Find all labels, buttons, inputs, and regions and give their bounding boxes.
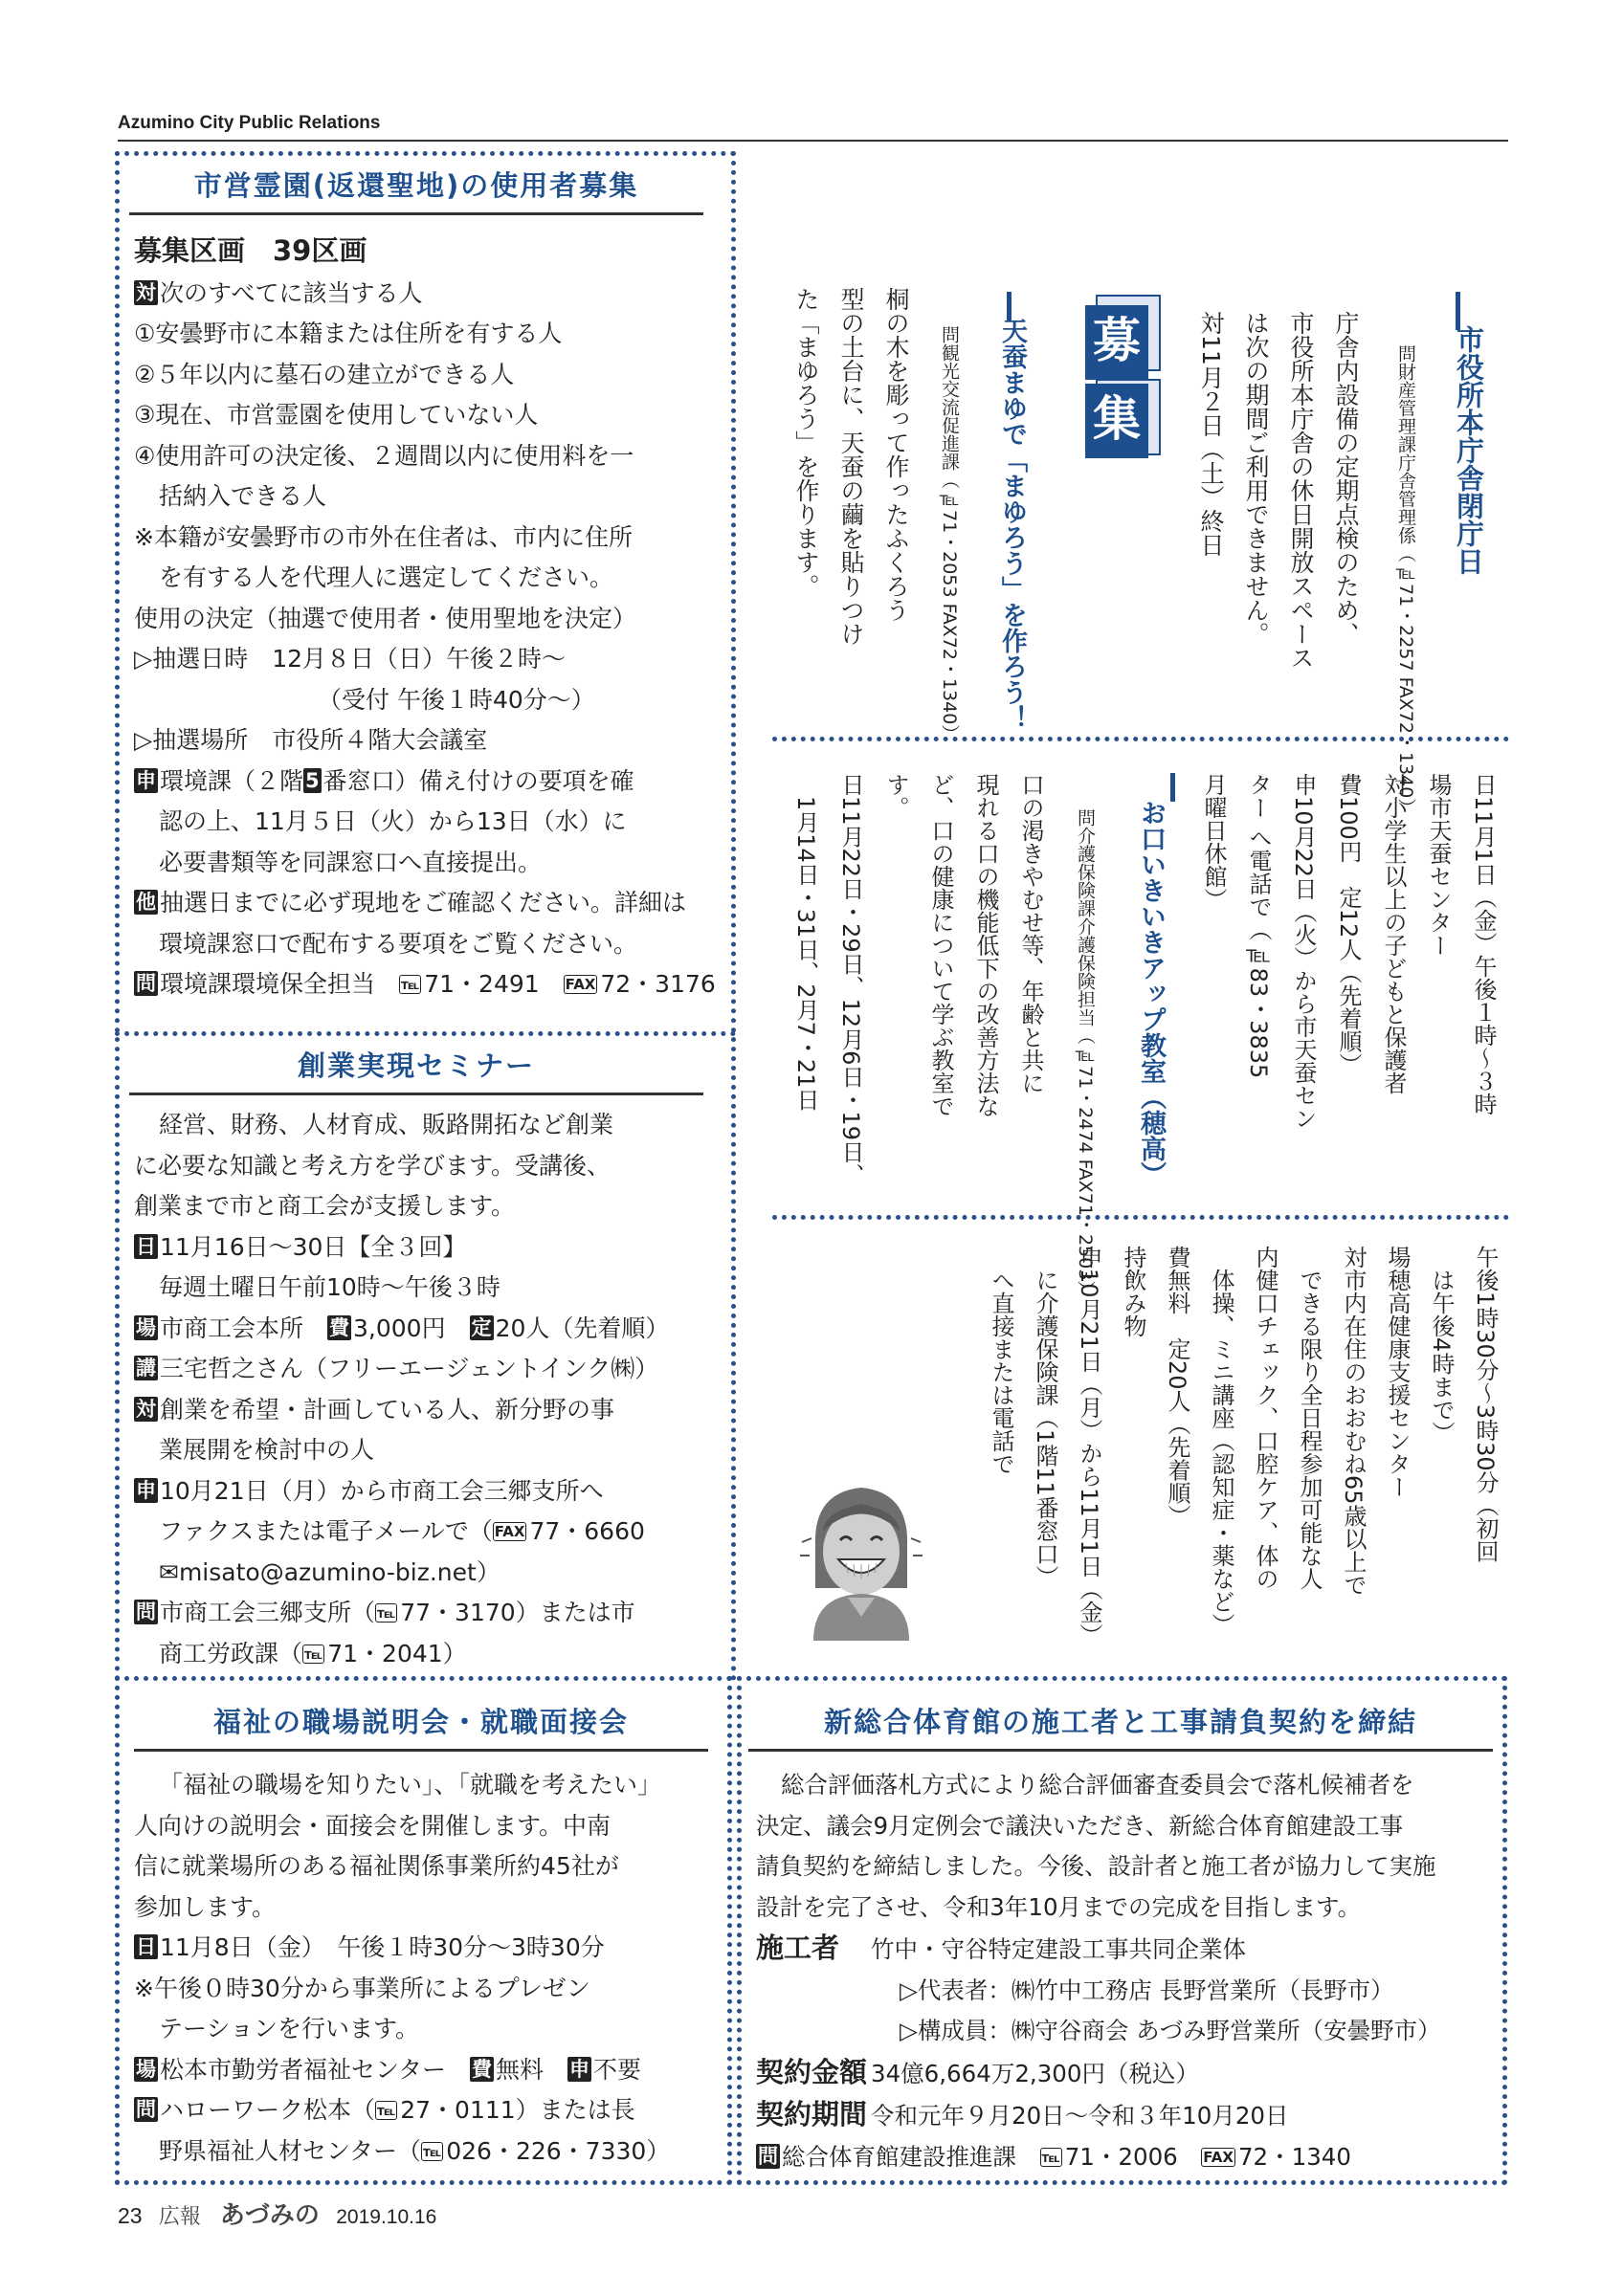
okuchi-line: 日11月22日・29日、12月6日・19日、 xyxy=(837,773,864,1186)
page-number: 23 xyxy=(118,2203,143,2228)
phone-icon: ℡ xyxy=(1041,2148,1060,2166)
sogyo-line: 77・6660 xyxy=(529,1517,645,1545)
sogyo-line: 商工労政課（ xyxy=(159,1639,303,1667)
reien-line: 認の上、11月５日（火）から13日（水）に xyxy=(159,807,627,835)
phone-icon: ℡ xyxy=(377,2102,396,2119)
sogyo-line: 11月16日～30日【全３回】 xyxy=(160,1232,467,1261)
mail-icon: ✉ xyxy=(159,1557,179,1586)
sogyo-line: 市商工会三郷支所（ xyxy=(160,1599,376,1626)
tensan-event-body xyxy=(1191,773,1505,1130)
hi-mark: 日 xyxy=(136,1234,156,1258)
sogyo-line: 経営、財務、人材育成、販路開拓など創業 xyxy=(159,1111,614,1138)
tensan-line: 月曜日休館） xyxy=(1200,773,1227,911)
mon-mark: 問 xyxy=(758,2144,778,2168)
kaikan-fax: 72・1340 xyxy=(1237,2142,1351,2171)
reien-line: 72・3176 xyxy=(600,970,716,998)
okuchi2-line: 午後1時30分～3時30分（初回 xyxy=(1472,1246,1499,1563)
reien-line: 番窓口）備え付けの要項を確 xyxy=(322,766,634,795)
publication-header: Azumino City Public Relations xyxy=(118,113,381,133)
mayuro-title: 天蚕まゆで「まゆろう」を作ろう！ xyxy=(997,318,1027,731)
phone-icon: ℡ xyxy=(423,2142,442,2160)
publication-name-prefix: 広報 xyxy=(158,2205,201,2229)
kaikan-contact: 総合体育館建設推進課 xyxy=(782,2142,1040,2171)
divider xyxy=(772,1215,1509,1220)
hi-cost-mark: 費 xyxy=(472,2057,493,2081)
heading-bar xyxy=(1170,773,1175,802)
kaikan-row-value: 34億6,664万2,300円（税込） xyxy=(871,2059,1199,2087)
sogyo-line: 業展開を検討中の人 xyxy=(159,1436,375,1464)
okuchi-line: 1月14日・31日、2月7・21日 xyxy=(792,773,819,1112)
reien-title: 市営霊園(返還聖地)の使用者募集 xyxy=(129,165,703,215)
kaikan-line: 請負契約を締結しました。今後、設計者と施工者が協力して実施 xyxy=(756,1852,1436,1880)
bosyu-top-char: 募 xyxy=(1093,313,1141,368)
okuchi-line: す。 xyxy=(882,773,909,819)
kaikan-row-label: 契約期間 xyxy=(756,2098,868,2130)
tensan-line: 場市天蚕センター xyxy=(1425,773,1452,957)
sogyo-email[interactable]: misato@azumino-biz.net） xyxy=(178,1557,500,1586)
mon-mark: 問 xyxy=(136,1601,156,1623)
kaikan-line: 設計を完了させ、令和3年10月までの完成を目指します。 xyxy=(756,1892,1362,1921)
shiyakusho-title: 市役所本庁舎閉庁日 xyxy=(1453,325,1485,575)
phone-icon: ℡ xyxy=(377,1604,396,1622)
sogyo-line: 77・3170）または市 xyxy=(400,1599,635,1626)
heading-bar xyxy=(1456,292,1460,330)
moushi-mark: 申 xyxy=(136,1478,156,1502)
okuchi2-line: 体操、ミニ講座（認知症・薬など） xyxy=(1208,1246,1234,1636)
shiyakusho-line: は次の期間ご利用できません。 xyxy=(1242,311,1270,646)
page-footer xyxy=(118,2196,436,2231)
reien-line: ▷抽選日時 12月８日（日）午後２時～ xyxy=(134,645,567,673)
hi-cost-mark: 費 xyxy=(329,1315,350,1339)
fukushi-line: 不要 xyxy=(593,2055,642,2084)
fukushi-line: 026・226・7330） xyxy=(446,2136,671,2165)
shiyakusho-line: 庁舎内設備の定期点検のため、 xyxy=(1332,311,1360,646)
reien-line: ②５年以内に墓石の建立ができる人 xyxy=(134,360,515,388)
mayuro-line: た「まゆろう」を作ります。 xyxy=(792,287,820,598)
moushi-mark: 申 xyxy=(136,768,156,792)
taisho-mark: 対 xyxy=(136,280,156,304)
reien-line: 環境課窓口で配布する要項をご覧ください。 xyxy=(159,929,638,958)
reien-line: 括納入できる人 xyxy=(159,482,327,510)
tensan-line: 申10月22日（火）から市天蚕セン xyxy=(1290,773,1317,1131)
window-number-badge: 5 xyxy=(305,768,320,792)
okuchi2-line: 場穂高健康支援センター xyxy=(1384,1246,1411,1498)
reien-line: 次のすべてに該当する人 xyxy=(160,278,423,307)
okuchi2-line: できる限り全日程参加可能な人 xyxy=(1296,1246,1323,1590)
shiyakusho-contact: 問財産管理課庁舎管理係（℡71・2257 FAX72・1340） xyxy=(1395,344,1416,817)
okuchi-line: 現れる口の機能低下の改善方法な xyxy=(972,773,999,1117)
okuchi2-line: 内健口チェック、口腔ケア、体の xyxy=(1252,1246,1278,1590)
fukushi-line: 人向けの説明会・面接会を開催します。中南 xyxy=(134,1811,611,1840)
heading-bar xyxy=(1007,292,1012,320)
sogyo-title: 創業実現セミナー xyxy=(129,1045,703,1095)
sogyo-line: 創業を希望・計画している人、新分野の事 xyxy=(160,1395,615,1424)
reien-line: ▷抽選場所 市役所４階大会議室 xyxy=(134,726,488,754)
publication-name: あづみの xyxy=(219,2201,320,2230)
okuchi2-line: は午後4時まで） xyxy=(1428,1246,1455,1445)
sogyo-line: に必要な知識と考え方を学びます。受講後、 xyxy=(134,1151,611,1180)
sogyo-line: 10月21日（月）から市商工会三郷支所へ xyxy=(160,1476,604,1505)
mon-mark: 問 xyxy=(136,2098,156,2121)
kaikan-line: 決定、議会9月定例会で議決いただき、新総合体育館建設工事 xyxy=(756,1811,1404,1840)
reien-line: 71・2491 xyxy=(424,970,564,998)
divider xyxy=(731,151,736,1682)
reien-line: 環境課環境保全担当 xyxy=(160,970,400,998)
tensan-line: 費100円 定12人（先着順） xyxy=(1335,773,1362,1076)
tensan-line: ター へ電話で（℡83・3835 xyxy=(1245,773,1272,1079)
reien-line: 必要書類等を同課窓口へ直接提出。 xyxy=(159,848,543,876)
okuchi2-line: 持飲み物 xyxy=(1120,1246,1146,1337)
tei-mark: 定 xyxy=(471,1315,492,1339)
phone-icon: ℡ xyxy=(304,1645,323,1663)
sogyo-line: ファクスまたは電子メールで（ xyxy=(159,1517,493,1545)
kaikan-title: 新総合体育館の施工者と工事請負契約を締結 xyxy=(748,1701,1493,1752)
divider xyxy=(115,151,736,156)
reien-line: ※本籍が安曇野市の市外在住者は、市内に住所 xyxy=(134,522,633,551)
reien-line: 環境課（２階 xyxy=(160,766,304,795)
okuchi-body xyxy=(775,773,1053,1186)
fax-icon: FAX xyxy=(1203,2148,1234,2166)
divider xyxy=(115,1031,736,1036)
kaikan-row-value: ▷構成員：㈱守谷商会 あづみ野営業所（安曇野市） xyxy=(900,2017,1441,2044)
fukushi-line: 27・0111）または長 xyxy=(400,2096,635,2124)
fukushi-line: 信に就業場所のある福祉関係事業所約45社が xyxy=(134,1852,619,1880)
sogyo-line: 3,000円 xyxy=(353,1314,470,1342)
kaikan-line: 総合評価落札方式により総合評価審査委員会で落札候補者を xyxy=(781,1771,1414,1799)
tensan-line: 日11月1日（金）午後１時～３時 xyxy=(1470,773,1497,1115)
sogyo-line: 三宅哲之さん（フリーエージェントインク㈱） xyxy=(160,1355,659,1382)
okuchi2-line: 費無料 定20人（先着順） xyxy=(1164,1246,1190,1528)
okuchi2-line: 申10月21日（月）から11月1日（金） xyxy=(1076,1246,1102,1646)
sogyo-line: 20人（先着順） xyxy=(495,1314,670,1342)
reien-line: 抽選日までに必ず現地をご確認ください。詳細は xyxy=(160,889,687,916)
kaikan-row-value: 令和元年９月20日～令和３年10月20日 xyxy=(871,2102,1289,2130)
kaikan-tel: 71・2006 xyxy=(1064,2142,1202,2171)
okuchi2-line: 対市内在住のおおむね65歳以上で xyxy=(1340,1246,1367,1597)
reien-line: ④使用許可の決定後、２週間以内に使用料を一 xyxy=(134,441,634,470)
reien-line: 使用の決定（抽選で使用者・使用聖地を決定） xyxy=(134,604,637,632)
fukushi-line: 無料 xyxy=(496,2055,568,2084)
ba-mark: 場 xyxy=(136,2057,156,2081)
sogyo-body xyxy=(134,1105,708,1674)
mayuro-line: 桐の木を彫って作ったふくろう xyxy=(882,287,910,622)
divider xyxy=(115,151,120,1682)
moushi-mark: 申 xyxy=(569,2057,590,2081)
okuchi2-line: に介護保険課（1階11番窓口） xyxy=(1032,1246,1058,1588)
okuchi-contact: 問介護保険課介護保険担当（℡71・2474 FAX71・2503） xyxy=(1075,808,1096,1299)
fukushi-line: ※午後０時30分から事業所によるプレゼン xyxy=(134,1974,590,2002)
fukushi-title: 福祉の職場説明会・就職面接会 xyxy=(134,1701,708,1752)
kaikan-row-label: 契約金額 xyxy=(756,2055,868,2088)
okuchi2-line: へ直接または電話で xyxy=(988,1246,1014,1475)
fukushi-line: 野県福祉人材センター（ xyxy=(159,2136,422,2165)
mayuro-contact: 問観光交流促進課（℡71・2053 FAX72・1340） xyxy=(939,325,960,743)
reien-line: ①安曇野市に本籍または住所を有する人 xyxy=(134,320,563,347)
smiling-person-illustration xyxy=(794,1473,928,1641)
ta-mark: 他 xyxy=(136,891,156,914)
fukushi-line: 「福祉の職場を知りたい」、「就職を考えたい」 xyxy=(159,1771,662,1799)
okuchi2-body xyxy=(947,1246,1507,1646)
ko-mark: 講 xyxy=(136,1357,156,1380)
fax-icon: FAX xyxy=(565,976,596,993)
shiyakusho-line: 市役所本庁舎の休日開放スペース xyxy=(1287,311,1315,670)
okuchi-title: お口いきいきアップ教室（穂高） xyxy=(1136,800,1166,1187)
phone-icon: ℡ xyxy=(401,976,420,993)
fukushi-line: ハローワーク松本（ xyxy=(160,2096,376,2124)
shiyakusho-line: 対11月２日（土）終日 xyxy=(1197,311,1225,557)
tensan-line: 対小学生以上の子どもと保護者 xyxy=(1380,773,1407,1094)
bosyu-bottom-char: 集 xyxy=(1093,391,1141,447)
okuchi-line: 口の渇きやむせ等、年齢と共に xyxy=(1017,773,1044,1094)
fukushi-line: 参加します。 xyxy=(134,1892,277,1921)
fukushi-line: 松本市勤労者福祉センター xyxy=(160,2055,471,2084)
kaikan-row-label: 施工者 xyxy=(756,1932,840,1964)
okuchi-line: ど、口の健康について学ぶ教室で xyxy=(927,773,954,1117)
mon-mark: 問 xyxy=(136,972,156,995)
hi-mark: 日 xyxy=(136,1935,156,1958)
kaikan-row-value: 竹中・守谷特定建設工事共同企業体 xyxy=(871,1935,1246,1963)
reien-line: （受付 午後１時40分～） xyxy=(318,685,595,714)
sogyo-line: 毎週土曜日午前10時～午後３時 xyxy=(159,1273,500,1301)
shiyakusho-body xyxy=(1196,311,1368,670)
sogyo-line: 市商工会本所 xyxy=(160,1314,328,1342)
mayuro-line: 型の土台に、天蚕の繭を貼りつけ xyxy=(837,287,865,646)
kaikan-row-value: ▷代表者：㈱竹中工務店 長野営業所（長野市） xyxy=(900,1976,1394,2004)
fukushi-line: 11月8日（金） 午後１時30分～3時30分 xyxy=(160,1933,605,1961)
reien-line: を有する人を代理人に選定してください。 xyxy=(159,563,614,591)
reien-line: ③現在、市営霊園を使用していない人 xyxy=(134,401,539,429)
bosyu-badge xyxy=(1079,292,1166,459)
kaikan-body xyxy=(756,1765,1493,2177)
sogyo-line: 71・2041） xyxy=(327,1639,467,1667)
ba-mark: 場 xyxy=(136,1315,156,1339)
publication-date: 2019.10.16 xyxy=(336,2206,437,2228)
mayuro-body xyxy=(775,287,919,646)
fax-icon: FAX xyxy=(494,1523,525,1540)
header-rule xyxy=(118,140,1508,142)
reien-body xyxy=(134,231,716,1005)
sogyo-line: 創業まで市と商工会が支援します。 xyxy=(134,1192,516,1220)
fukushi-body xyxy=(134,1765,708,2172)
taisho-mark: 対 xyxy=(136,1397,156,1421)
fukushi-line: テーションを行います。 xyxy=(159,2015,420,2042)
reien-line: 募集区画 39区画 xyxy=(134,234,367,267)
